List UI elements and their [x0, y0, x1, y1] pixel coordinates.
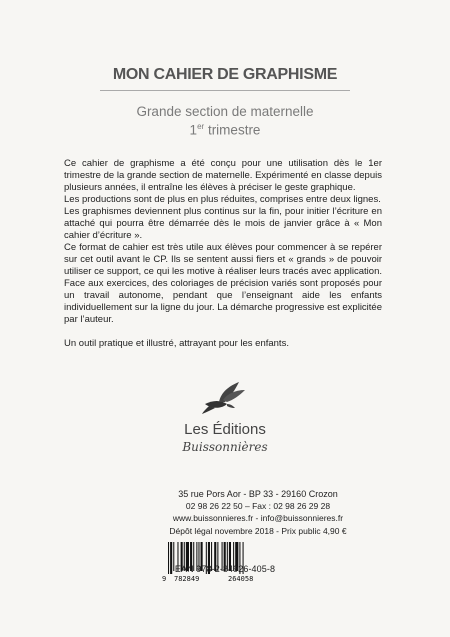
subtitle-term-sup: er [197, 122, 205, 131]
barcode-digits-right: 264058 [228, 575, 254, 583]
publisher-logo [0, 378, 450, 416]
subtitle-term-word: trimestre [204, 122, 261, 138]
subtitle-grade: Grande section de maternelle [136, 104, 314, 119]
description-paragraph: Les graphismes deviennent plus continus sur la fin, pour initier l’écriture en attaché qui pourra être démarrée dès le mois de janvier grâce à « Mon cahier d’écriture ». [64, 206, 382, 241]
description-paragraph: Les productions sont de plus en plus réduites, comprises entre deux lignes. [64, 194, 381, 205]
subtitle-term-number: 1 [189, 122, 198, 138]
publisher-phone: 02 98 26 22 50 – Fax : 02 98 26 29 28 [185, 501, 331, 512]
subtitle-term [0, 122, 450, 138]
publisher-name-line1: Les Éditions [184, 421, 266, 438]
publisher-web: www.buissonnieres.fr - info@buissonnieres.fr [172, 513, 344, 524]
publisher-contact [148, 488, 368, 537]
barcode-digits-left: 782849 [174, 575, 200, 583]
title-divider [100, 90, 350, 91]
publisher-address: 35 rue Pors Aor - BP 33 - 29160 Crozon [178, 489, 338, 499]
description-tagline: Un outil pratique et illustré, attrayant pour les enfants. [64, 338, 289, 349]
ean-code: EAN 978-2-84926-405-8 [174, 564, 276, 574]
legal-deposit: Dépôt légal novembre 2018 - Prix public 4,90 € [169, 525, 347, 536]
barcode [156, 542, 286, 612]
barcode-digit-first: 9 [162, 575, 167, 583]
description-paragraph: Ce cahier de graphisme a été conçu pour une utilisation dès le 1er trimestre de la grande section de maternelle. Expérimenté en classe depuis plusieurs années, il entraîne les élèves à préciser le geste graphique. [64, 158, 382, 193]
book-title: MON CAHIER DE GRAPHISME [112, 66, 338, 83]
bird-icon [201, 378, 249, 416]
description [64, 158, 382, 350]
publisher-name-line2: Buissonnières [182, 440, 268, 454]
description-paragraph: Ce format de cahier est très utile aux élèves pour commencer à se repérer sur cet outil avant le CP. Ils se sentent aussi fiers et « grands » de pouvoir utiliser ce support, ce qui les motive à réaliser leurs tracés avec application. Face aux exercices, des coloriages de précision variés sont proposés pour un travail autonome, pendant que l’enseignant aide les enfants individuellement sur la ligne du jour. La démarche progressive est explicitée par l’auteur. [64, 242, 382, 325]
